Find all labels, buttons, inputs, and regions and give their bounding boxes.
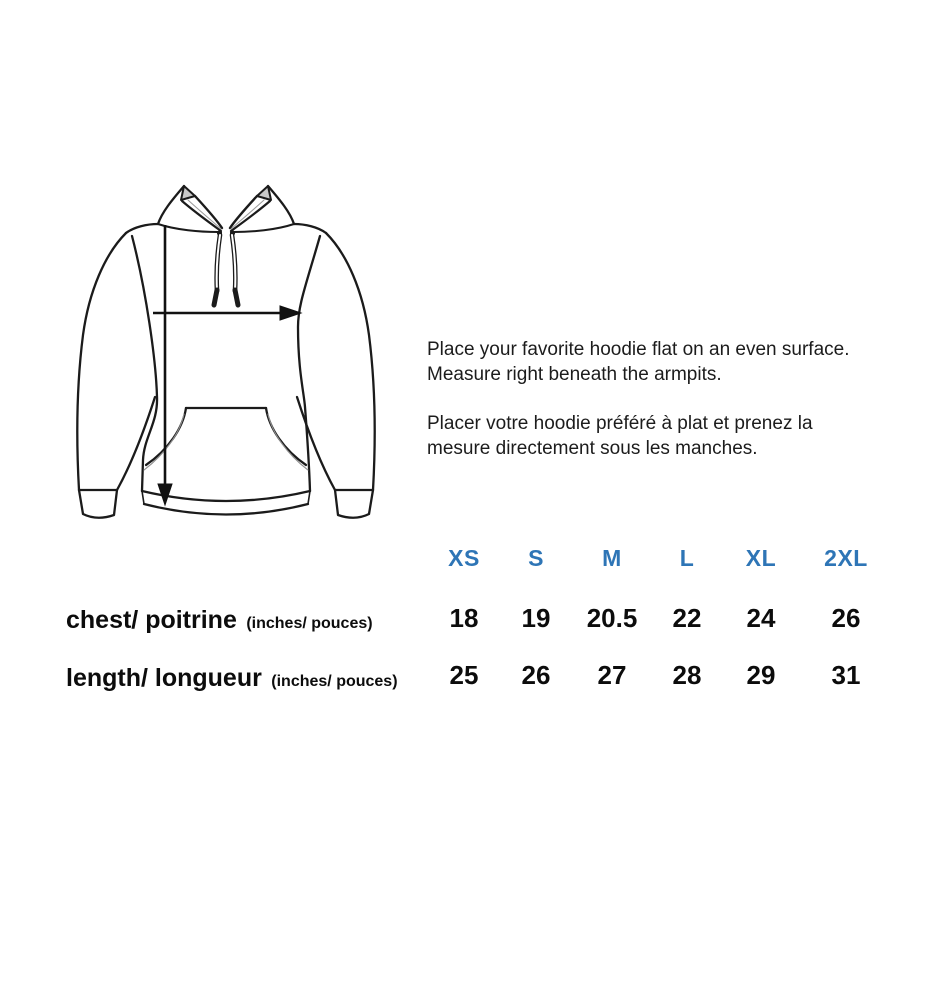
size-header-m: M (602, 545, 622, 571)
right-cuff (335, 490, 373, 518)
length-label: length/ longueur (66, 664, 262, 692)
size-header-s: S (528, 545, 544, 571)
length-row-label (66, 664, 398, 693)
instructions-en-line2: Measure right beneath the armpits. (427, 363, 722, 385)
length-value-s: 26 (521, 660, 551, 690)
instructions-french (427, 412, 927, 461)
instructions-en-line1: Place your favorite hoodie flat on an even surface. (427, 339, 850, 360)
length-value-xs: 25 (449, 660, 479, 690)
chest-value-l: 22 (672, 603, 702, 633)
left-cuff (79, 490, 117, 518)
size-header-row (0, 545, 943, 579)
length-value-2xl: 31 (831, 660, 861, 690)
chest-value-s: 19 (521, 603, 551, 633)
length-value-m: 27 (597, 660, 627, 690)
chest-label: chest/ poitrine (66, 606, 237, 634)
size-header-xl: XL (745, 545, 777, 571)
aglet-left (214, 290, 217, 305)
instructions-english (427, 338, 927, 387)
kangaroo-pocket (144, 408, 308, 470)
size-header-xs: XS (448, 545, 480, 571)
length-unit: (inches/ pouces) (271, 673, 398, 690)
instructions-fr-line2: mesure directement sous les manches. (427, 437, 758, 459)
length-value-l: 28 (672, 660, 702, 690)
measurement-instructions (427, 338, 927, 461)
hood-drawstrings (214, 230, 238, 305)
hoodie-diagram (60, 175, 400, 535)
torso (126, 224, 326, 491)
length-measurement-arrow (158, 225, 172, 505)
measurement-arrows (153, 225, 301, 505)
chest-row-label (66, 606, 373, 635)
aglet-right (235, 290, 238, 305)
hood-tip-right (257, 186, 271, 200)
hood (158, 186, 294, 232)
hood-tip-left (181, 186, 195, 200)
chest-value-2xl: 26 (831, 603, 861, 633)
chest-value-m: 20.5 (586, 603, 638, 633)
chest-value-xl: 24 (746, 603, 776, 633)
length-row (0, 660, 943, 694)
chest-measurement-arrow (153, 306, 301, 320)
chest-row (0, 603, 943, 637)
size-header-l: L (679, 545, 695, 571)
length-value-xl: 29 (746, 660, 776, 690)
chest-unit: (inches/ pouces) (246, 615, 373, 632)
size-header-2xl: 2XL (824, 545, 868, 571)
hoodie-outline (77, 186, 374, 518)
instructions-fr-line1: Placer votre hoodie préféré à plat et prenez la (427, 413, 813, 434)
chest-value-xs: 18 (449, 603, 479, 633)
